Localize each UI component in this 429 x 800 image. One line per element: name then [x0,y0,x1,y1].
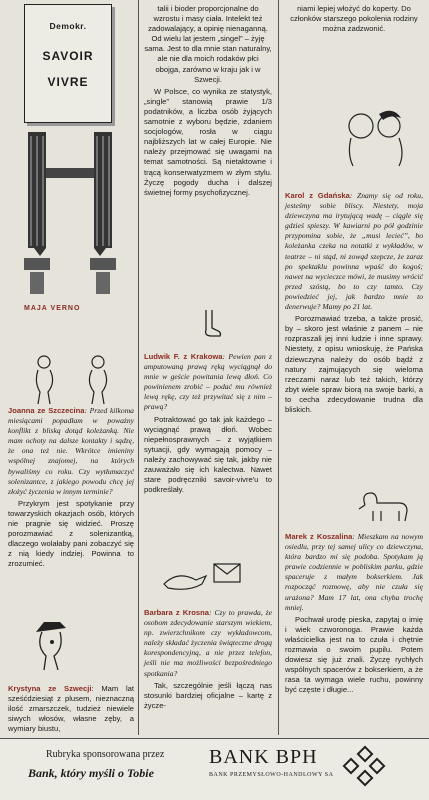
answer-krystyna-p2: W Polsce, co wynika ze statystyk, „single” stanowią prawie 1/3 podatników, a liczba osób żyjących samotnie z wyboru będzie, zdaniem socjologów, rosła w ciągu najbliższych lat w całej Europie. Nie należy przejmować się uwagami na temat samotności. Są nietaktowne i trącą konserwatyzmem w złym stylu. Życzę pogody ducha i dalszej świetnej formy psychofizycznej. [144,86,272,197]
letter-joanna [8,406,134,570]
column-title-line1: Demokr. [49,21,87,31]
question-text: : Mam lat sześćdziesiąt z plusem, nieznaczną ilość zmarszczek, tudzież niewiele siwych włosów, własne zęby, a wymiary biustu, [8,684,134,734]
letter-krystyna [8,684,134,734]
question-marek [285,532,423,613]
dog-illustration [355,485,415,525]
column-title-line3: VIVRE [47,75,89,89]
column-divider [138,0,139,735]
bank-logo-icon [342,745,386,789]
foot-illustration [198,308,224,340]
question-krystyna [8,684,134,734]
question-joanna [8,406,134,497]
bank-logo-text: BANK BPH [209,746,318,768]
suspenders-illustration [20,128,120,300]
bird-with-envelope-illustration [158,556,248,596]
sender-name: Ludwik F. z Krakowa [144,352,223,361]
answer-krystyna-p1: talii i bioder proporcjonalne do wzrostu i masy ciała. Intelekt też zadowalający, a opinię nienaganną. Od wielu lat jestem „singel” – żyję sama. Jest to dla mnie stan naturalny, ale nie dla moich rodaków płci obojga, zarówno w kraju jak i w Szwecji. [144,4,272,84]
sponsor-slogan: Bank, który myśli o Tobie [28,766,154,780]
letter-barbara [144,608,272,711]
letter-ludwik [144,352,272,495]
column-divider [278,0,279,735]
sponsor-banner [0,738,429,800]
answer-barbara-continued [285,4,423,34]
column-title-line2: SAVOIR [42,49,94,63]
question-karol [285,191,423,312]
answer-krystyna [144,4,272,198]
sender-name: Joanna ze Szczecina [8,406,85,415]
answer-joanna: Przykrym jest spotykanie przy towarzyskich okazjach osób, których nie pragnie się widzieć. Proszę porozmawiać z solenizantką, dlaczego wolałaby pani zobaczyć się z nią kiedy indziej. Powinna to zrozumieć. [8,498,134,569]
letter-karol [285,191,423,415]
question-text: : Pewien pan z amputowaną prawą ręką wyciągnął do mnie w geście powitania lewą dłoń. Co powinienem zrobić – podać mu również lewą rękę, czy też przywitać się z nim – prawą? [144,352,273,412]
answer-karol: Porozmawiać trzeba, a także prosić, by – skoro jest właśnie z panem – nie rozpraszali jej inni ludzie i inne sprawy. Niestety, z opisu wnioskuję, że Pańska dziewczyna należy do osób bądź z natury zajmujących się wieloma rzeczami naraz lub też takich, którzy zbyt wiele spraw biorą na swoje barki, a to cecha zdecydowanie trudna dla bliskich. [285,314,423,414]
sender-name: Barbara z Krosna [144,608,209,617]
man-with-hat-illustration [32,618,72,672]
question-text: : Przed kilkoma miesiącami popadłam w poważny konflikt z bliską dotąd koleżanką. Nie mam ochoty na dalsze kontakty i sądzę, że ona też nie. Wkrótce imieniny wspólnej znajomej, na których bywaliśmy co roku. Czy wytłumaczyć solenizantce, z jakiego powodu chcę jej złożyć życzenia w innym terminie? [8,406,134,496]
answer-barbara: Tak, szczególnie jeśli łączą nas stosunki bardziej oficjalne – kartę z życze- [144,680,272,710]
letter-marek [285,532,423,696]
question-text: : Znamy się od roku, jesteśmy sobie bliscy. Niestety, moja dziewczyna ma irytującą wadę – ciągle się gdzieś spieszy. W kawiarni po pół godzinie przypomina sobie, że „musi lecieć”, bo koleżanka czeka na notatki z wykładów, w teatrze – ni stąd, ni zowąd szepcze, że zaraz po spektaklu powinna wpaść do kogoś; nawet na wycieczce mówi, że musimy wrócić przed szóstą, bo to czy tamto. Czy powiedzieć jej, jak bardzo mnie to denerwuje? Mamy po 21 lat. [285,191,423,312]
answer-marek: Pochwał urodę pieska, zapytaj o imię i wiek czworonoga. Prawie każda właścicielka jest na to czuła i chętnie rozmawia o swoim pupilu. Potem dowiesz się już znali. Życzę rychłych wspólnych spacerów z bokserkiem, a że rasa ta wymaga wiele ruchu, powinny być częste i długie... [285,614,423,695]
sender-name: Marek z Koszalina [285,532,353,541]
column-title-box [24,4,112,123]
two-women-illustration [22,352,122,406]
question-text: : Czy to prawda, że osobom zdecydowanie starszym wiekiem, np. zwierzchnikom czy wykładowcom, należy składać życzenia świąteczne drogą korespondencyjną, a nie przez telefon, jeśli nie ma możliwości bezpośredniego spotkania? [144,608,272,678]
couple-kissing-illustration [339,104,415,168]
question-ludwik [144,352,272,413]
question-text: : Mieszkam na nowym osiedlu, przy tej samej ulicy co dziewczyna, która bardzo mi się podoba. Spotykam ją prawie codziennie w pobliskim parku, gdzie spaceruje z małym bokserkiem. Jak rozpocząć rozmowę, aby nie czuła się urażona? Mam 17 lat, ona chyba trochę mniej. [285,532,423,612]
bank-full-name: BANK PRZEMYSŁOWO-HANDLOWY SA [209,772,334,778]
sponsor-line: Rubryka sponsorowana przez [46,749,165,760]
answer-barbara-p2: niami lepiej włożyć do koperty. Do członków starszego pokolenia rodziny można zadzwonić. [290,4,418,34]
sender-name: Karol z Gdańska [285,191,350,200]
question-barbara [144,608,272,679]
sender-name: Krystyna ze Szwecji [8,684,92,693]
author-byline: MAJA VERNO [24,305,81,312]
answer-ludwik: Potraktować go tak jak każdego – wyciągnąć prawą dłoń. Wobec niepełnosprawnych – z wyjątkiem sytuacji, gdy wymagają pomocy – należy zachowywać się tak, jakby nie zauważało się ich kalectwa. Nawet stare podręczniki savoir-vivre'u to podkreślały. [144,414,272,495]
